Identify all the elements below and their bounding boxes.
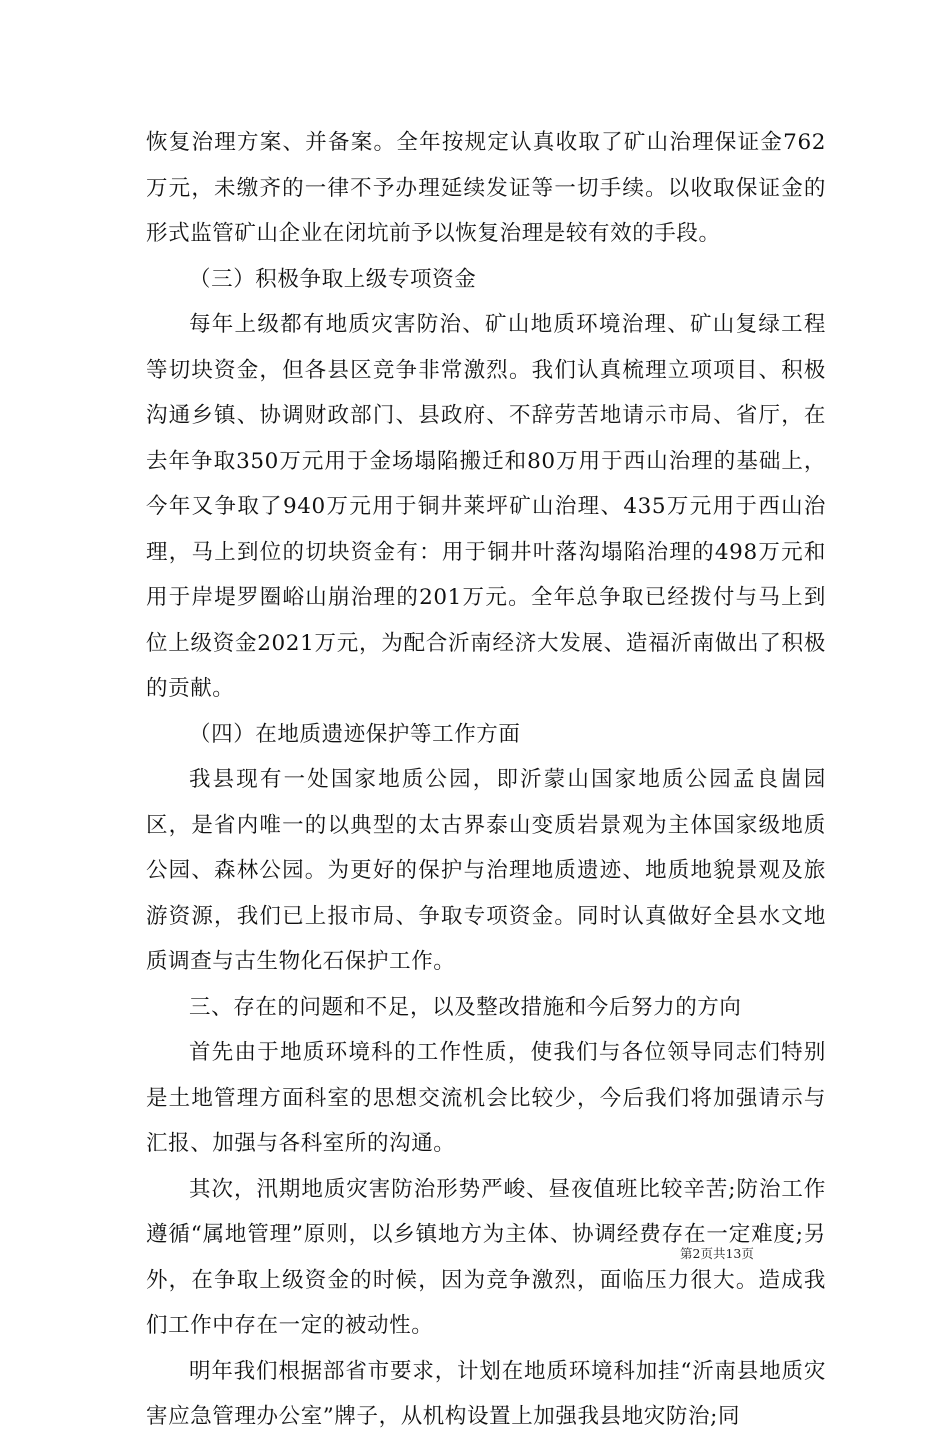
section-heading-4: （四）在地质遗迹保护等工作方面 (189, 721, 521, 747)
paragraph-first: 首先由于地质环境科的工作性质，使我们与各位领导同志们特别是土地管理方面科室的思想交流机会比较少，今后我们将加强请示与汇报、加强与各科室所的沟通。 (146, 1040, 826, 1156)
paragraph-next-year: 明年我们根据部省市要求，计划在地质环境科加挂“沂南县地质灾害应急管理办公室”牌子，从机构设置上加强我县地灾防治;同 (146, 1358, 826, 1429)
paragraph-geopark: 我县现有一处国家地质公园，即沂蒙山国家地质公园孟良崮园区，是省内唯一的以典型的太古界泰山变质岩景观为主体国家级地质公园、森林公园。为更好的保护与治理地质遗迹、地质地貌景观及旅游资源，我们已上报市局、争取专项资金。同时认真做好全县水文地质调查与古生物化石保护工作。 (146, 767, 826, 974)
page-number: 第2页共13页 (680, 1246, 754, 1261)
section-heading-problems: 三、存在的问题和不足，以及整改措施和今后努力的方向 (189, 994, 742, 1020)
paragraph-funds: 每年上级都有地质灾害防治、矿山地质环境治理、矿山复绿工程等切块资金，但各县区竞争非常激烈。我们认真梳理立项项目、积极沟通乡镇、协调财政部门、县政府、不辞劳苦地请示市局、省厅，在去年争取350万元用于金场塌陷搬迁和80万用于西山治理的基础上，今年又争取了940万元用于铜井莱坪矿山治理、435万元用于西山治理，马上到位的切块资金有：用于铜井叶落沟塌陷治理的498万元和用于岸堤罗圈峪山崩治理的201万元。全年总争取已经拨付与马上到位上级资金2021万元，为配合沂南经济大发展、造福沂南做出了积极的贡献。 (146, 312, 826, 701)
body-text (146, 120, 826, 1440)
paragraph-second: 其次，汛期地质灾害防治形势严峻、昼夜值班比较辛苦;防治工作遵循“属地管理”原则，以乡镇地方为主体、协调经费存在一定难度;另外，在争取上级资金的时候，因为竞争激烈，面临压力很大。造成我们工作中存在一定的被动性。 (146, 1176, 826, 1338)
section-heading-3: （三）积极争取上级专项资金 (189, 266, 477, 292)
paragraph-continuation: 恢复治理方案、并备案。全年按规定认真收取了矿山治理保证金762万元，未缴齐的一律不予办理延续发证等一切手续。以收取保证金的形式监管矿山企业在闭坑前予以恢复治理是较有效的手段。 (146, 130, 826, 246)
